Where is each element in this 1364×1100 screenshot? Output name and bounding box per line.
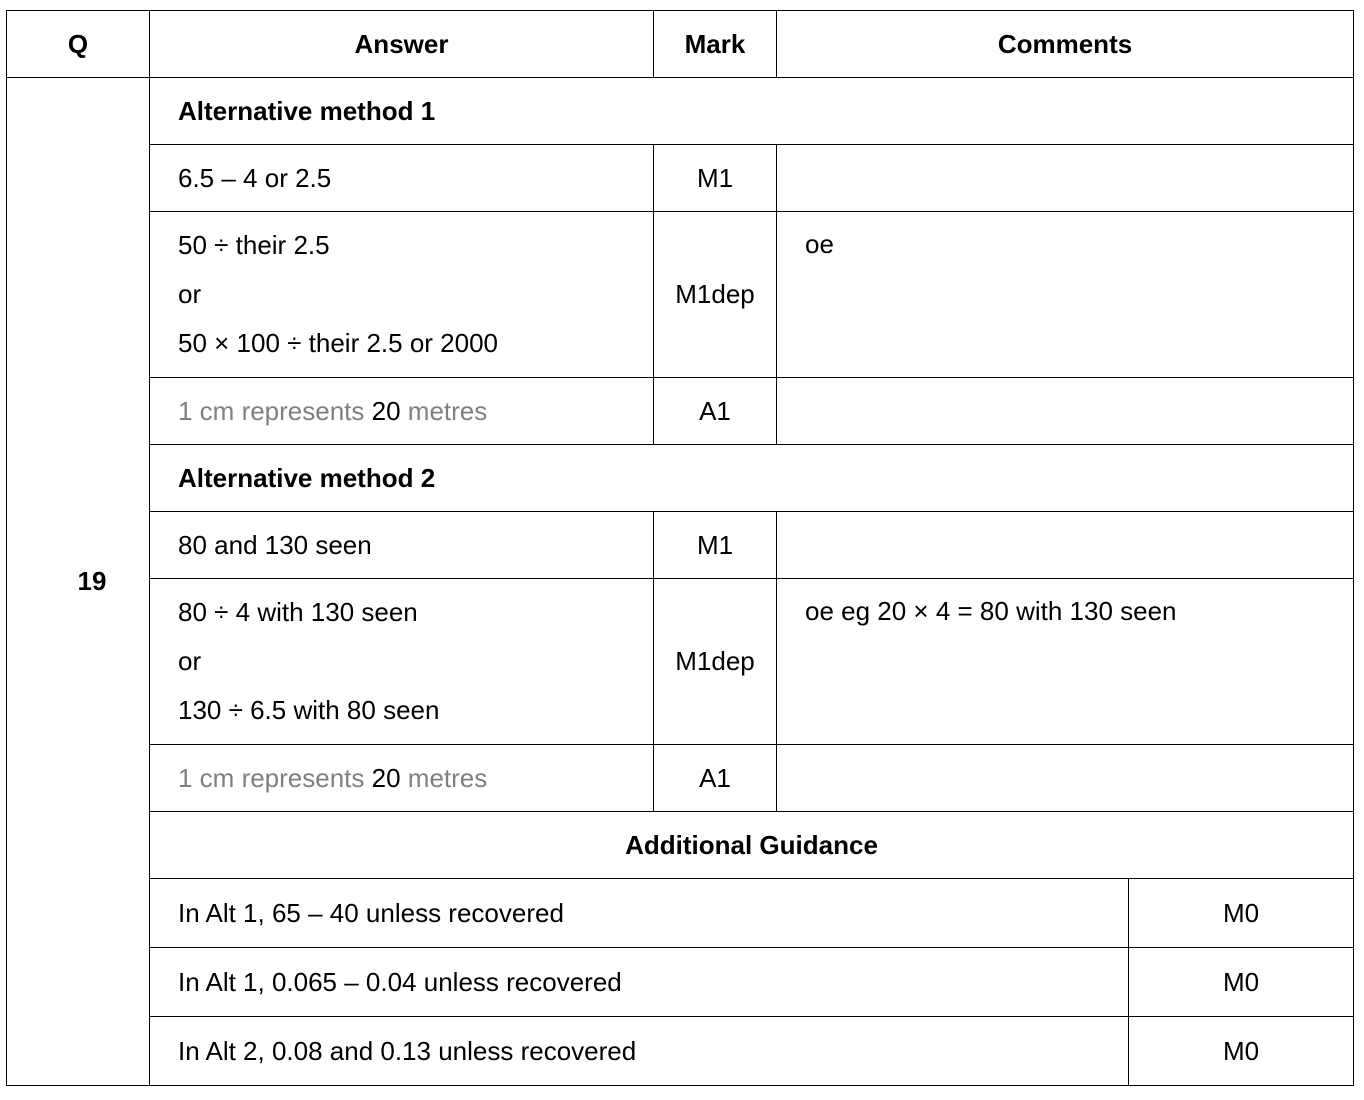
alt2-row-1-answer: 80 and 130 seen xyxy=(150,512,654,579)
guidance-row-2-mark: M0 xyxy=(1129,948,1354,1017)
alt2-row-2-mark: M1dep xyxy=(654,579,777,745)
guidance-row xyxy=(7,879,1354,948)
guidance-row-1-text: In Alt 1, 65 – 40 unless recovered xyxy=(150,879,1129,948)
alt2-row-2-line-2: or xyxy=(178,646,202,676)
header-mark: Mark xyxy=(654,11,777,78)
header-answer: Answer xyxy=(150,11,654,78)
alt1-row-3-prefix: 1 cm represents xyxy=(178,395,372,426)
alt1-row-3-answer xyxy=(150,378,654,445)
alt1-row-2-answer xyxy=(150,212,654,378)
alt2-row-1-mark: M1 xyxy=(654,512,777,579)
alt2-row-2-line-1: 80 ÷ 4 with 130 seen xyxy=(178,597,418,627)
alt2-row-3-prefix: 1 cm represents xyxy=(178,762,372,793)
alt2-title-row xyxy=(7,445,1354,512)
alt1-row-2-line-2: or xyxy=(178,279,202,309)
alt1-row-3-comment xyxy=(777,378,1354,445)
alt2-title: Alternative method 2 xyxy=(150,445,1354,512)
alt1-title: Alternative method 1 xyxy=(150,78,1354,145)
table-header-row xyxy=(7,11,1354,78)
alt1-row-3-value: 20 xyxy=(371,395,401,426)
alt2-row-1-comment xyxy=(777,512,1354,579)
guidance-row-3-mark: M0 xyxy=(1129,1017,1354,1086)
alt1-row-2-mark: M1dep xyxy=(654,212,777,378)
alt1-row-3-suffix: metres xyxy=(400,395,488,426)
guidance-row-1-mark: M0 xyxy=(1129,879,1354,948)
alt1-row-3 xyxy=(7,378,1354,445)
guidance-row-3-text: In Alt 2, 0.08 and 0.13 unless recovered xyxy=(150,1017,1129,1086)
alt1-row-2-line-1: 50 ÷ their 2.5 xyxy=(178,230,330,260)
header-comments: Comments xyxy=(777,11,1354,78)
guidance-row xyxy=(7,948,1354,1017)
guidance-title-row xyxy=(7,812,1354,879)
alt1-row-2-comment: oe xyxy=(777,212,1354,378)
alt2-row-3 xyxy=(7,745,1354,812)
guidance-row xyxy=(7,1017,1354,1086)
alt2-row-2-comment: oe eg 20 × 4 = 80 with 130 seen xyxy=(777,579,1354,745)
alt2-row-1 xyxy=(7,512,1354,579)
question-number: 19 xyxy=(7,78,150,1086)
alt2-row-3-comment xyxy=(777,745,1354,812)
alt2-row-2 xyxy=(7,579,1354,745)
alt1-row-1-mark: M1 xyxy=(654,145,777,212)
alt2-row-2-answer xyxy=(150,579,654,745)
mark-scheme-table xyxy=(6,10,1354,1086)
alt1-row-2 xyxy=(7,212,1354,378)
header-q: Q xyxy=(7,11,150,78)
alt2-row-3-mark: A1 xyxy=(654,745,777,812)
alt2-row-3-answer xyxy=(150,745,654,812)
guidance-row-2-text: In Alt 1, 0.065 – 0.04 unless recovered xyxy=(150,948,1129,1017)
alt1-row-1 xyxy=(7,145,1354,212)
alt2-row-3-value: 20 xyxy=(371,762,401,793)
alt1-row-2-line-3: 50 × 100 ÷ their 2.5 or 2000 xyxy=(178,328,498,358)
alt1-row-3-mark: A1 xyxy=(654,378,777,445)
alt1-row-1-comment xyxy=(777,145,1354,212)
alt2-row-2-line-3: 130 ÷ 6.5 with 80 seen xyxy=(178,695,440,725)
alt1-row-1-answer: 6.5 – 4 or 2.5 xyxy=(150,145,654,212)
guidance-title: Additional Guidance xyxy=(150,812,1354,879)
alt1-title-row xyxy=(7,78,1354,145)
alt2-row-3-suffix: metres xyxy=(400,762,488,793)
